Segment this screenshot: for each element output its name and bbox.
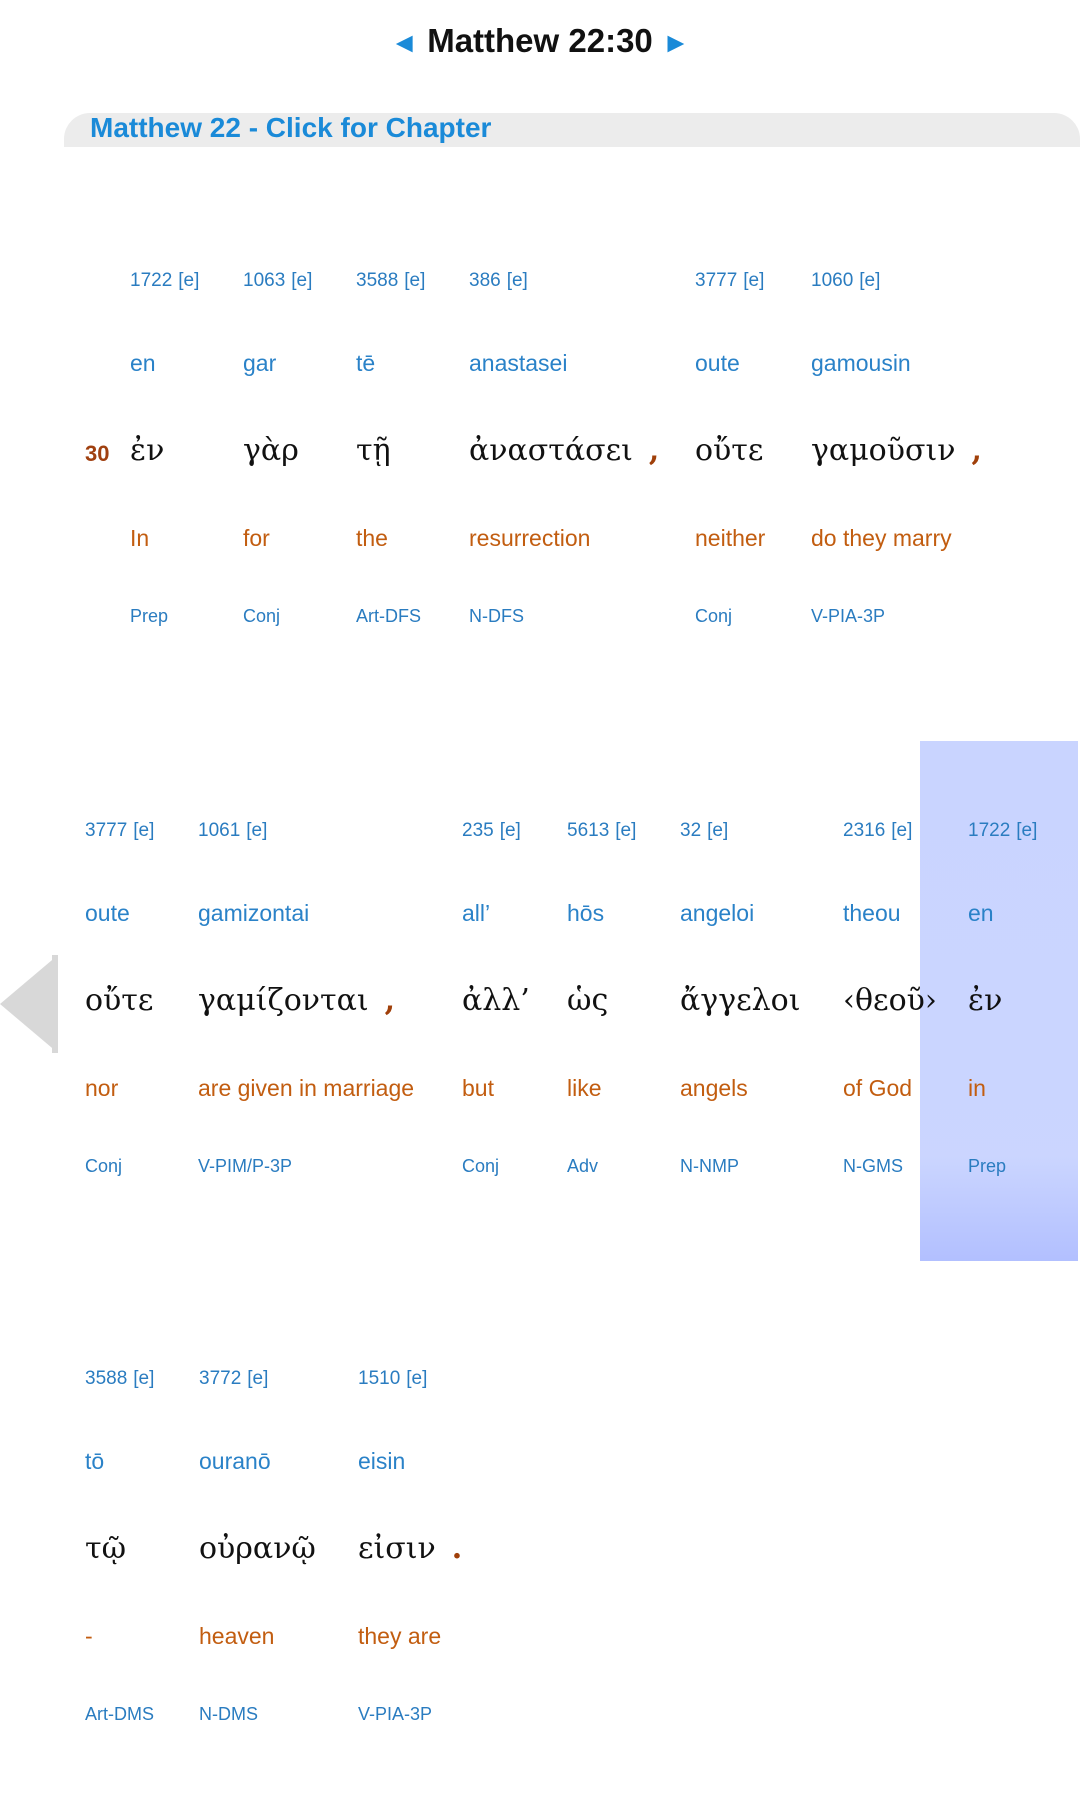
expand-link[interactable]: [e] — [246, 820, 268, 841]
english-gloss: they are — [358, 1623, 442, 1649]
expand-link[interactable]: [e] — [891, 820, 913, 841]
parsing-code-link[interactable]: V-PIA-3P — [358, 1704, 433, 1724]
strongs-number-link[interactable] — [843, 820, 912, 842]
expand-link[interactable]: [e] — [247, 1368, 269, 1389]
greek-word[interactable] — [85, 1531, 126, 1566]
parsing-code-link[interactable]: Conj — [695, 606, 733, 626]
greek-text: ὡς — [567, 983, 609, 1018]
parsing-code-link[interactable]: N-NMP — [680, 1156, 739, 1176]
greek-word[interactable] — [680, 983, 801, 1018]
strongs-number-link[interactable] — [968, 820, 1037, 842]
greek-word[interactable] — [462, 983, 530, 1018]
parsing-code-link[interactable]: Conj — [85, 1156, 123, 1176]
strongs-number[interactable]: 1061 — [198, 820, 241, 841]
strongs-number-link[interactable] — [680, 820, 728, 842]
strongs-number[interactable]: 235 — [462, 820, 494, 841]
strongs-number-link[interactable] — [243, 270, 312, 292]
expand-link[interactable]: [e] — [178, 270, 200, 291]
strongs-number-link[interactable] — [198, 820, 267, 842]
parsing-code-link[interactable]: Prep — [968, 1156, 1007, 1176]
greek-word[interactable] — [356, 433, 391, 468]
transliteration[interactable]: en — [968, 900, 994, 926]
parsing-code-link[interactable]: Adv — [567, 1156, 599, 1176]
strongs-number-link[interactable] — [358, 1368, 427, 1390]
greek-text: ἀλλ’ — [462, 983, 530, 1018]
next-verse-arrow-icon[interactable]: ► — [661, 27, 690, 58]
transliteration[interactable]: hōs — [567, 900, 605, 926]
verse-title-bar — [0, 22, 1080, 60]
transliteration[interactable]: tō — [85, 1448, 105, 1474]
expand-link[interactable]: [e] — [133, 820, 155, 841]
parsing-code-link[interactable]: Conj — [462, 1156, 500, 1176]
english-gloss: resurrection — [469, 525, 591, 551]
english-gloss: like — [567, 1075, 602, 1101]
expand-link[interactable]: [e] — [404, 270, 426, 291]
greek-text: ἀναστάσει — [469, 433, 633, 468]
strongs-number[interactable]: 1063 — [243, 270, 286, 291]
english-gloss: neither — [695, 525, 766, 551]
expand-link[interactable]: [e] — [506, 270, 528, 291]
english-gloss: do they marry — [811, 525, 952, 551]
strongs-number[interactable]: 1722 — [968, 820, 1011, 841]
expand-link[interactable]: [e] — [499, 820, 521, 841]
expand-link[interactable]: [e] — [133, 1368, 155, 1389]
strongs-number-link[interactable] — [811, 270, 880, 292]
punctuation: , — [384, 983, 396, 1018]
strongs-number-link[interactable] — [356, 270, 425, 292]
strongs-number[interactable]: 3588 — [85, 1368, 128, 1389]
transliteration[interactable]: ouranō — [199, 1448, 271, 1474]
strongs-number-link[interactable] — [567, 820, 636, 842]
expand-link[interactable]: [e] — [859, 270, 881, 291]
greek-word[interactable] — [968, 983, 1002, 1018]
greek-text: ἐν — [130, 433, 165, 468]
greek-text: ἐν — [968, 983, 1003, 1018]
strongs-number-link[interactable] — [462, 820, 521, 842]
strongs-number[interactable]: 1722 — [130, 270, 173, 291]
greek-text: οὔτε — [695, 433, 764, 468]
greek-word[interactable] — [469, 433, 659, 468]
strongs-number-link[interactable] — [130, 270, 199, 292]
strongs-number[interactable]: 3777 — [85, 820, 128, 841]
english-gloss: nor — [85, 1075, 119, 1101]
parsing-code-link[interactable]: V-PIM/P-3P — [198, 1156, 293, 1176]
greek-word[interactable] — [130, 433, 164, 468]
transliteration[interactable]: en — [130, 350, 156, 376]
strongs-number[interactable]: 1060 — [811, 270, 854, 291]
strongs-number-link[interactable] — [469, 270, 528, 292]
greek-text: γὰρ — [243, 433, 299, 468]
greek-word[interactable] — [85, 983, 153, 1018]
english-gloss: in — [968, 1075, 986, 1101]
punctuation: , — [648, 433, 660, 468]
parsing-code-link[interactable]: N-GMS — [843, 1156, 903, 1176]
transliteration[interactable]: anastasei — [469, 350, 568, 376]
greek-word[interactable] — [358, 1531, 462, 1566]
strongs-number-link[interactable] — [695, 270, 764, 292]
strongs-number-link[interactable] — [85, 1368, 154, 1390]
greek-word[interactable] — [198, 983, 395, 1018]
verse-title: Matthew 22:30 — [427, 22, 653, 59]
transliteration[interactable]: oute — [695, 350, 740, 376]
expand-link[interactable]: [e] — [291, 270, 313, 291]
punctuation: , — [971, 433, 982, 468]
prev-verse-arrow-icon[interactable]: ◄ — [390, 27, 419, 58]
greek-text: οὐρανῷ — [199, 1531, 316, 1566]
greek-word[interactable] — [567, 983, 608, 1018]
strongs-number-link[interactable] — [85, 820, 154, 842]
greek-word[interactable] — [811, 433, 982, 468]
english-gloss: the — [356, 525, 388, 551]
greek-text: γαμίζονται — [198, 983, 369, 1018]
greek-text: τῇ — [356, 433, 391, 468]
english-gloss: heaven — [199, 1623, 275, 1649]
greek-text: εἰσιν — [358, 1531, 436, 1566]
transliteration[interactable]: angeloi — [680, 900, 755, 926]
chapter-link[interactable]: Matthew 22 - Click for Chapter — [90, 112, 492, 143]
greek-word[interactable] — [243, 433, 299, 468]
english-gloss: angels — [680, 1075, 748, 1101]
english-gloss: - — [85, 1623, 93, 1649]
parsing-code-link[interactable]: Prep — [130, 606, 169, 626]
strongs-number-link[interactable] — [199, 1368, 268, 1390]
expand-link[interactable]: [e] — [615, 820, 637, 841]
english-gloss: but — [462, 1075, 494, 1101]
greek-text: γαμοῦσιν — [811, 433, 956, 468]
verse-number: 30 — [85, 441, 110, 466]
transliteration[interactable]: all’ — [462, 900, 491, 926]
expand-link[interactable]: [e] — [707, 820, 729, 841]
transliteration[interactable]: theou — [843, 900, 901, 926]
greek-text: ‹θεοῦ› — [843, 983, 937, 1018]
english-gloss: are given in marriage — [198, 1075, 415, 1101]
transliteration[interactable]: gamizontai — [198, 900, 310, 926]
english-gloss: of God — [843, 1075, 913, 1101]
parsing-code-link[interactable]: N-DFS — [469, 606, 524, 626]
strongs-number[interactable]: 32 — [680, 820, 702, 841]
parsing-code-link[interactable]: N-DMS — [199, 1704, 258, 1724]
left-nav-bar[interactable] — [52, 955, 58, 1053]
transliteration[interactable]: gar — [243, 350, 277, 376]
expand-link[interactable]: [e] — [1016, 820, 1038, 841]
greek-text: τῷ — [85, 1531, 127, 1566]
english-gloss: for — [243, 525, 270, 551]
greek-text: οὔτε — [85, 983, 154, 1018]
greek-text: ἄγγελοι — [680, 983, 801, 1018]
strongs-number[interactable]: 3588 — [356, 270, 399, 291]
transliteration[interactable]: tē — [356, 350, 376, 376]
strongs-number[interactable]: 2316 — [843, 820, 886, 841]
transliteration[interactable]: gamousin — [811, 350, 911, 376]
strongs-number[interactable]: 5613 — [567, 820, 610, 841]
parsing-code-link[interactable]: V-PIA-3P — [811, 606, 886, 626]
strongs-number[interactable]: 1510 — [358, 1368, 401, 1389]
parsing-code-link[interactable]: Art-DFS — [356, 606, 421, 626]
left-triangle-icon[interactable] — [0, 955, 58, 1053]
strongs-number[interactable]: 3777 — [695, 270, 738, 291]
greek-word[interactable] — [695, 433, 763, 468]
greek-word[interactable] — [843, 983, 937, 1018]
strongs-number[interactable]: 3772 — [199, 1368, 242, 1389]
transliteration[interactable]: eisin — [358, 1448, 406, 1474]
parsing-code-link[interactable]: Art-DMS — [85, 1704, 154, 1724]
strongs-number[interactable]: 386 — [469, 270, 501, 291]
expand-link[interactable]: [e] — [743, 270, 765, 291]
expand-link[interactable]: [e] — [406, 1368, 428, 1389]
punctuation: . — [451, 1531, 463, 1566]
english-gloss: In — [130, 525, 150, 551]
greek-word[interactable] — [199, 1531, 316, 1566]
transliteration[interactable]: oute — [85, 900, 130, 926]
parsing-code-link[interactable]: Conj — [243, 606, 281, 626]
